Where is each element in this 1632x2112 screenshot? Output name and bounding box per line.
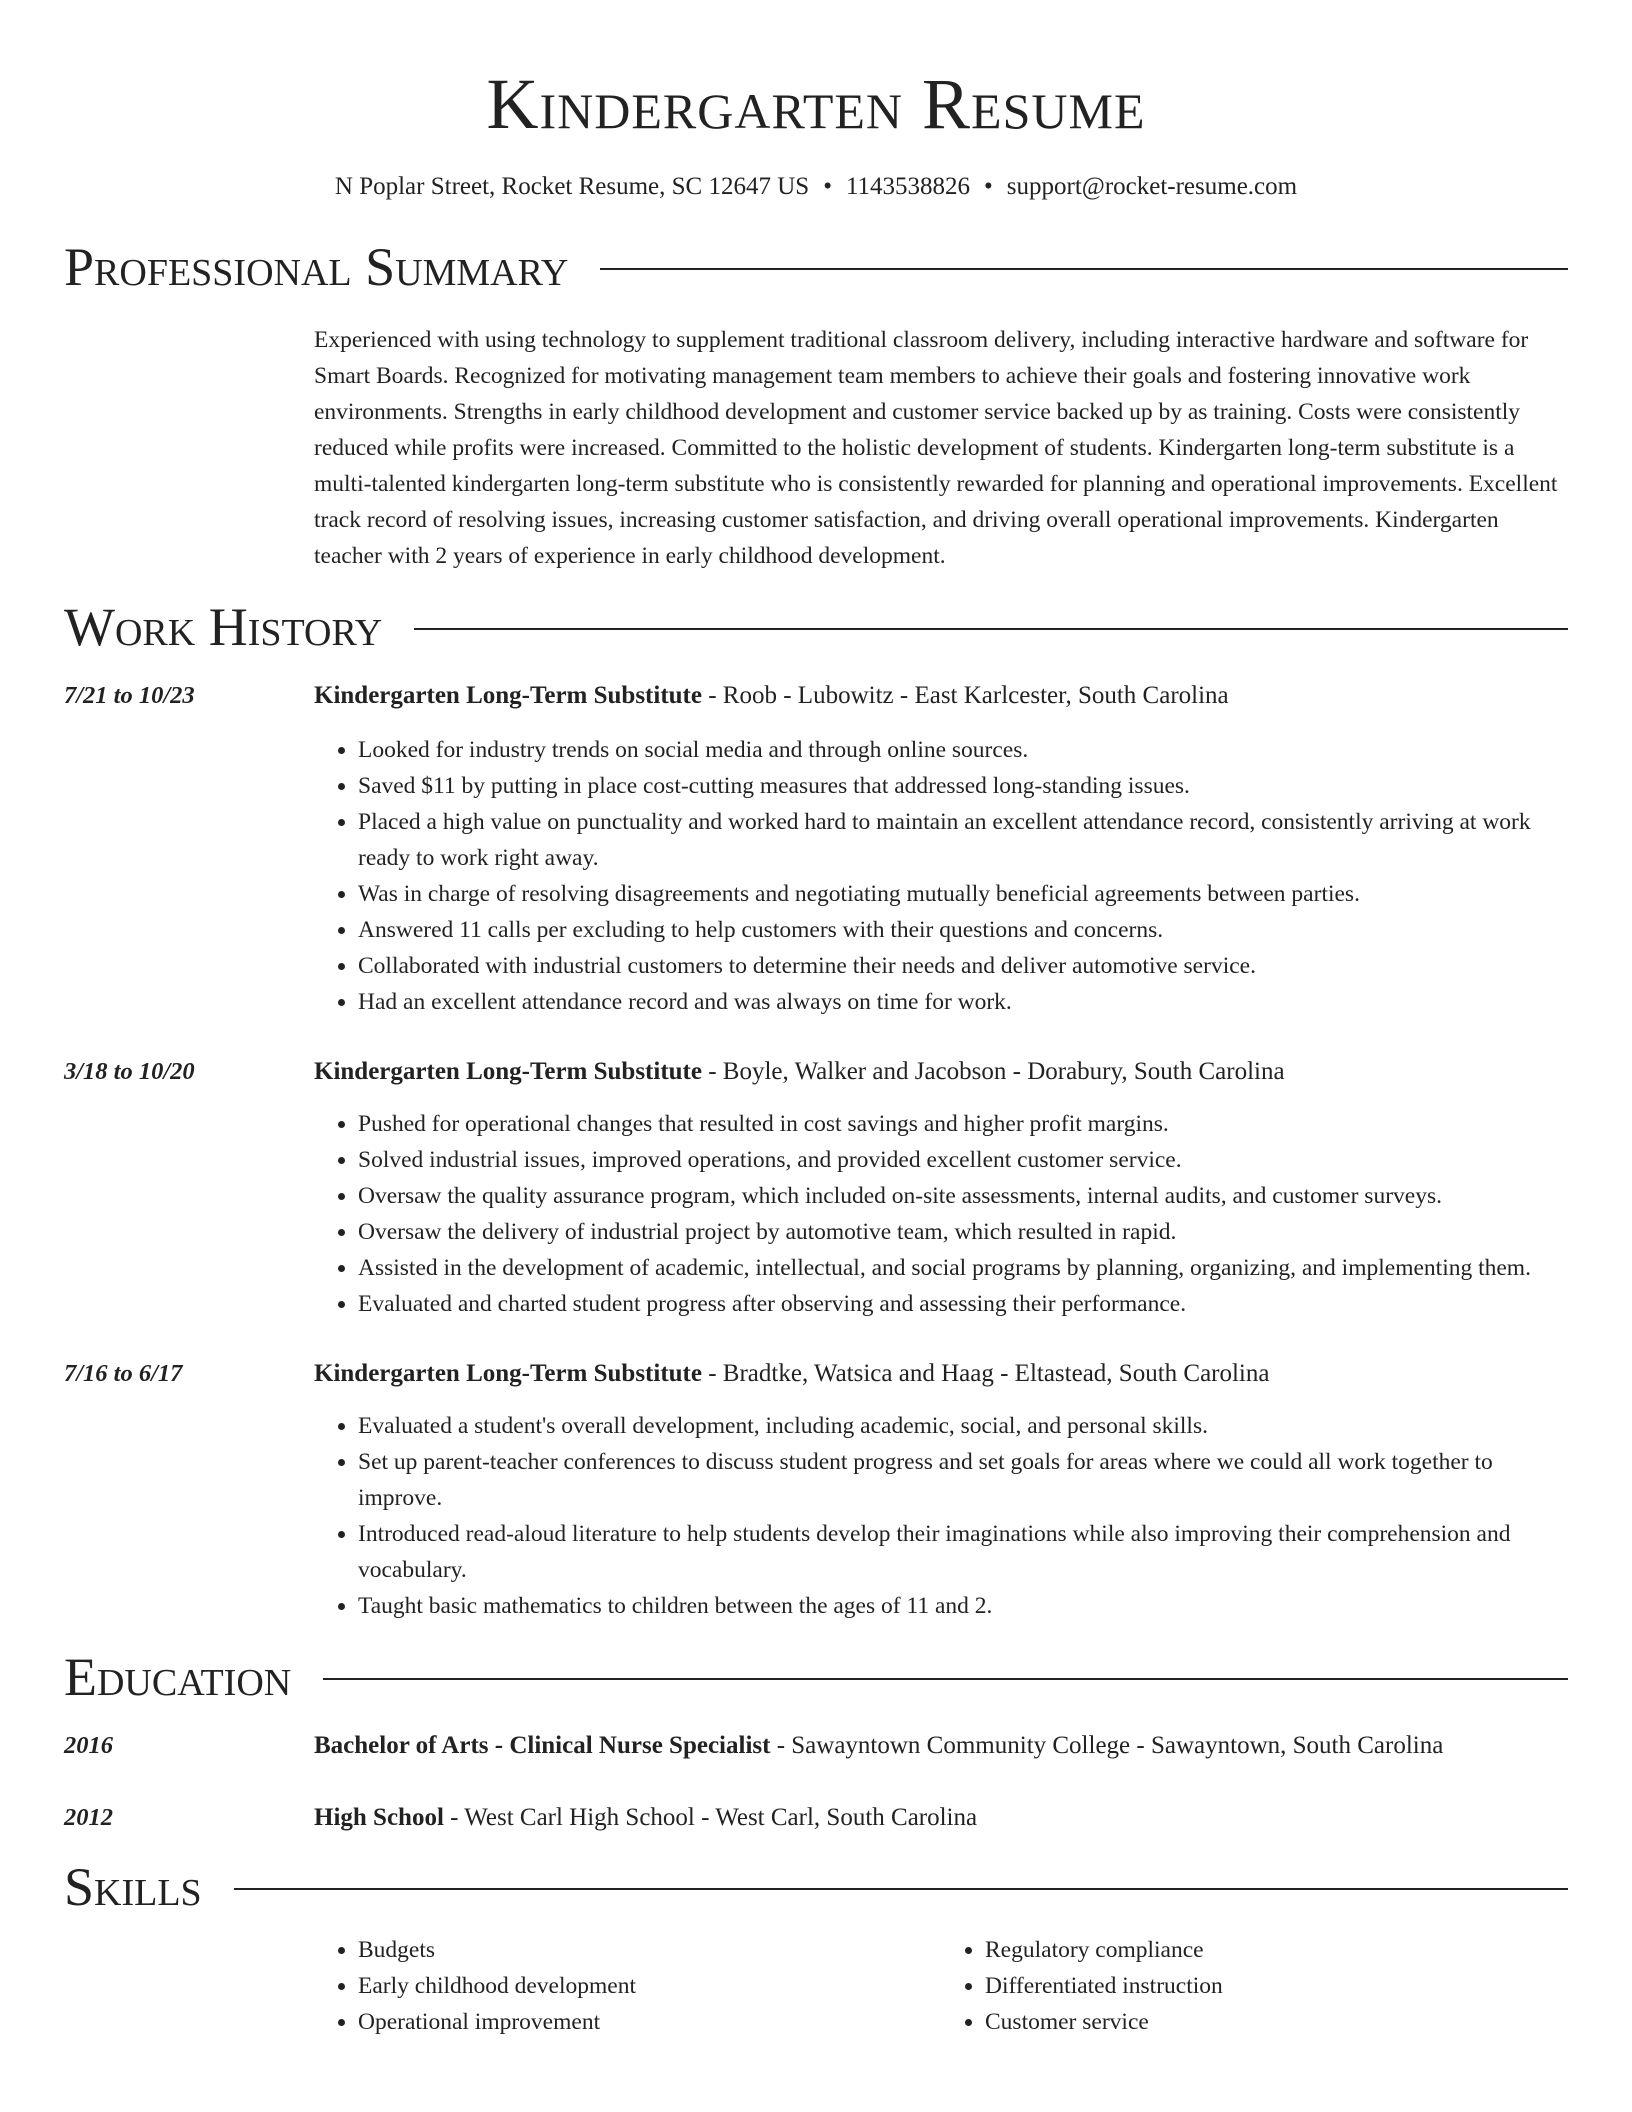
list-item: • Placed a high value on punctuality and worked hard to maintain an excellent attendance record, consistently arriving at work ready to work right away.	[358, 804, 1568, 876]
work-entry-header	[64, 678, 1568, 714]
contact-line	[64, 170, 1568, 204]
summary-section-title: Professional Summary	[64, 237, 569, 297]
list-item: • Oversaw the quality assurance program, which included on-site assessments, internal audits, and customer surveys.	[358, 1178, 1568, 1214]
work-section-heading	[64, 594, 1568, 660]
work-entry	[64, 678, 1568, 1020]
list-item: • Saved $11 by putting in place cost-cutting measures that addressed long-standing issues.	[358, 768, 1568, 804]
education-entry	[64, 1728, 1568, 1764]
degree-title: High School	[314, 1804, 444, 1831]
school-details: - Sawayntown Community College - Sawayntown, South Carolina	[770, 1732, 1444, 1759]
job-details: - Roob - Lubowitz - East Karlcester, South Carolina	[701, 682, 1229, 709]
list-item: • Collaborated with industrial customers to determine their needs and deliver automotive service.	[358, 948, 1568, 984]
work-headline	[314, 678, 1229, 714]
list-item: • Assisted in the development of academic, intellectual, and social programs by planning, organizing, and implementing them.	[358, 1250, 1568, 1286]
list-item: • Taught basic mathematics to children between the ages of 11 and 2.	[358, 1588, 1568, 1624]
work-entry-header	[64, 1356, 1568, 1392]
work-bullets	[314, 1408, 1568, 1624]
list-item: • Pushed for operational changes that resulted in cost savings and higher profit margins.	[358, 1106, 1568, 1142]
job-title: Kindergarten Long-Term Substitute	[314, 1360, 702, 1387]
list-item: • Solved industrial issues, improved operations, and provided excellent customer service.	[358, 1142, 1568, 1178]
school-details: - West Carl High School - West Carl, South Carolina	[443, 1804, 978, 1831]
contact-address: N Poplar Street, Rocket Resume, SC 12647 US	[334, 173, 810, 200]
contact-phone: 1143538826	[845, 173, 971, 200]
skills-grid	[314, 1932, 1568, 2040]
summary-section-heading	[64, 234, 1568, 300]
work-bullets	[314, 732, 1568, 1020]
work-entry-header	[64, 1054, 1568, 1090]
education-date: 2016	[64, 1732, 113, 1759]
section-divider	[600, 268, 1568, 270]
skills-list-left	[314, 1932, 941, 2040]
list-item: • Regulatory compliance	[985, 1932, 1568, 1968]
work-date: 7/21 to 10/23	[64, 682, 195, 709]
work-date: 7/16 to 6/17	[64, 1360, 183, 1387]
education-date: 2012	[64, 1804, 113, 1831]
resume-name: Kindergarten Resume	[486, 64, 1146, 144]
skills-list-right	[941, 1932, 1568, 2040]
education-headline	[314, 1800, 977, 1836]
skills-section-title: Skills	[64, 1857, 202, 1917]
list-item: • Introduced read-aloud literature to help students develop their imaginations while also improving their comprehension and vocabulary.	[358, 1516, 1568, 1588]
list-item: • Answered 11 calls per excluding to help customers with their questions and concerns.	[358, 912, 1568, 948]
job-details: - Bradtke, Watsica and Haag - Eltastead, South Carolina	[701, 1360, 1270, 1387]
list-item: • Operational improvement	[358, 2004, 941, 2040]
skills-section-heading	[64, 1854, 1568, 1920]
list-item: • Had an excellent attendance record and was always on time for work.	[358, 984, 1568, 1020]
list-item: • Evaluated and charted student progress after observing and assessing their performance.	[358, 1286, 1568, 1322]
list-item: • Evaluated a student's overall development, including academic, social, and personal skills.	[358, 1408, 1568, 1444]
job-title: Kindergarten Long-Term Substitute	[314, 1058, 702, 1085]
contact-separator: •	[984, 173, 993, 200]
list-item: • Customer service	[985, 2004, 1568, 2040]
work-headline	[314, 1054, 1285, 1090]
job-details: - Boyle, Walker and Jacobson - Dorabury, South Carolina	[701, 1058, 1285, 1085]
job-title: Kindergarten Long-Term Substitute	[314, 682, 702, 709]
list-item: • Oversaw the delivery of industrial project by automotive team, which resulted in rapid.	[358, 1214, 1568, 1250]
work-date: 3/18 to 10/20	[64, 1058, 195, 1085]
contact-separator: •	[823, 173, 832, 200]
education-section-title: Education	[64, 1647, 292, 1707]
work-headline	[314, 1356, 1269, 1392]
list-item: • Looked for industry trends on social media and through online sources.	[358, 732, 1568, 768]
list-item: • Was in charge of resolving disagreements and negotiating mutually beneficial agreements between parties.	[358, 876, 1568, 912]
list-item: • Set up parent-teacher conferences to discuss student progress and set goals for areas where we could all work together to improve.	[358, 1444, 1568, 1516]
contact-email: support@rocket-resume.com	[1006, 173, 1298, 200]
list-item: • Differentiated instruction	[985, 1968, 1568, 2004]
education-section-heading	[64, 1644, 1568, 1710]
section-divider	[323, 1678, 1568, 1680]
degree-title: Bachelor of Arts - Clinical Nurse Specialist	[314, 1732, 771, 1759]
work-section-title: Work History	[64, 597, 383, 657]
work-entry	[64, 1356, 1568, 1624]
summary-text: Experienced with using technology to supplement traditional classroom delivery, including interactive hardware and software for Smart Boards. Recognized for motivating management team members to achieve their goals and fostering innovative work environments. Strengths in early childhood development and customer service backed up by as training. Costs were consistently reduced while profits were increased. Committed to the holistic development of students. Kindergarten long-term substitute is a multi-talented kindergarten long-term substitute who is consistently rewarded for planning and operational improvements. Excellent track record of resolving issues, increasing customer satisfaction, and driving overall operational improvements. Kindergarten teacher with 2 years of experience in early childhood development.	[314, 327, 1558, 569]
work-bullets	[314, 1106, 1568, 1322]
work-entry	[64, 1054, 1568, 1322]
list-item: • Budgets	[358, 1932, 941, 1968]
education-headline	[314, 1728, 1443, 1764]
section-divider	[414, 628, 1568, 630]
education-entry	[64, 1800, 1568, 1836]
section-divider	[234, 1888, 1568, 1890]
list-item: • Early childhood development	[358, 1968, 941, 2004]
